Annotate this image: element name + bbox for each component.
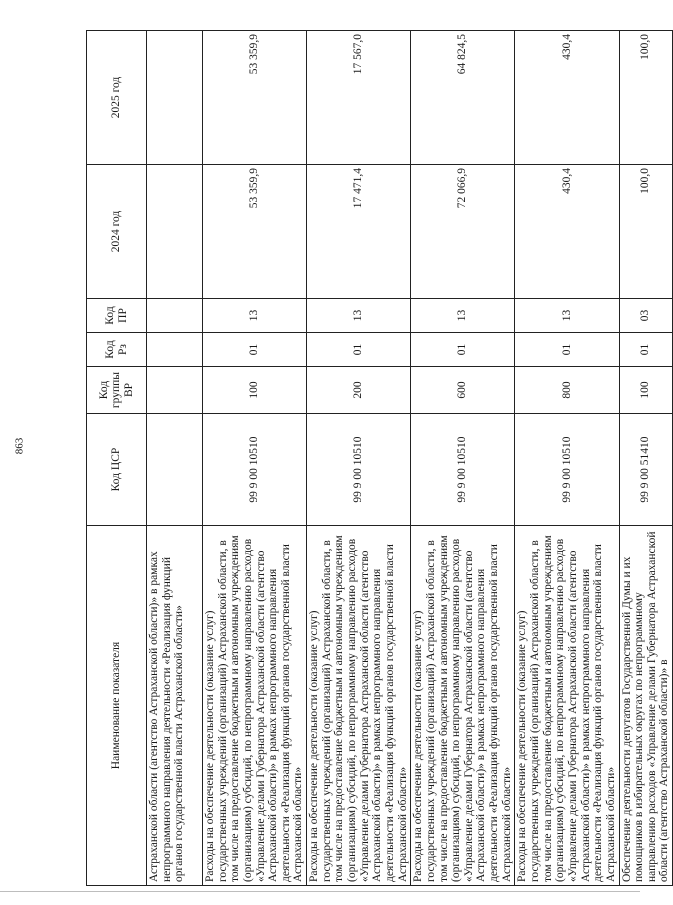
row-vr: 100	[619, 367, 673, 414]
row-pr: 13	[203, 299, 307, 333]
row-vr	[147, 367, 203, 414]
row-vr: 100	[203, 367, 307, 414]
row-name: Астраханской области (агентство Астраханской области)» в рамках непрограммного направления деятельности «Реализация функций органов государственной власти Астраханской области»	[147, 526, 203, 886]
row-2025	[147, 31, 203, 165]
row-rz	[147, 333, 203, 367]
row-2025: 53 359,9	[203, 31, 307, 165]
table-row	[203, 31, 307, 886]
table-row	[147, 31, 203, 886]
table-row	[307, 31, 411, 886]
header-vr: Код группы ВР	[87, 367, 147, 414]
row-vr: 600	[411, 367, 515, 414]
row-name: Обеспечение деятельности депутатов Государственной Думы и их помощников в избирательных округах по непрограммному направлению расходов «Управление делами Губернатора Астраханской области (агентство Астраханской области)» в	[619, 526, 673, 886]
row-2024: 72 066,9	[411, 165, 515, 299]
row-pr: 03	[619, 299, 673, 333]
header-2024: 2024 год	[87, 165, 147, 299]
row-2025: 100,0	[619, 31, 673, 165]
row-pr	[147, 299, 203, 333]
table-row	[411, 31, 515, 886]
table-row	[515, 31, 619, 886]
row-2025: 64 824,5	[411, 31, 515, 165]
row-2024: 17 471,4	[307, 165, 411, 299]
row-csr: 99 9 00 51410	[619, 414, 673, 526]
row-2024: 53 359,9	[203, 165, 307, 299]
page-number: 863	[13, 437, 26, 455]
row-pr: 13	[411, 299, 515, 333]
row-name: Расходы на обеспечение деятельности (оказание услуг) государственных учреждений (организаций) Астраханской области, в том числе на предоставление бюджетным и автономным учреждениям (организациям) субсидий, по непрограммному направлению расходов «Управление делами Губернатора Астраханской области (агентство Астраханской области)» в рамках непрограммного направления деятельности «Реализация функций органов государственной власти Астраханской области»	[203, 526, 307, 886]
row-name: Расходы на обеспечение деятельности (оказание услуг) государственных учреждений (организаций) Астраханской области, в том числе на предоставление бюджетным и автономным учреждениям (организациям) субсидий, по непрограммному направлению расходов «Управление делами Губернатора Астраханской области (агентство Астраханской области)» в рамках непрограммного направления деятельности «Реализация функций органов государственной власти Астраханской области»	[411, 526, 515, 886]
row-csr: 99 9 00 10510	[203, 414, 307, 526]
row-2025: 17 567,0	[307, 31, 411, 165]
table-row	[619, 31, 673, 886]
row-csr: 99 9 00 10510	[411, 414, 515, 526]
page-edge-line	[0, 891, 640, 892]
row-rz: 01	[307, 333, 411, 367]
row-rz: 01	[515, 333, 619, 367]
row-vr: 200	[307, 367, 411, 414]
row-csr: 99 9 00 10510	[515, 414, 619, 526]
header-pr: Код ПР	[87, 299, 147, 333]
budget-table-frame	[86, 31, 671, 886]
row-csr: 99 9 00 10510	[307, 414, 411, 526]
row-pr: 13	[515, 299, 619, 333]
row-pr: 13	[307, 299, 411, 333]
row-rz: 01	[619, 333, 673, 367]
budget-table	[86, 30, 673, 886]
header-csr: Код ЦСР	[87, 414, 147, 526]
row-name: Расходы на обеспечение деятельности (оказание услуг) государственных учреждений (организаций) Астраханской области, в том числе на предоставление бюджетным и автономным учреждениям (организациям) субсидий, по непрограммному направлению расходов «Управление делами Губернатора Астраханской области (агентство Астраханской области)» в рамках непрограммного направления деятельности «Реализация функций органов государственной власти Астраханской области»	[307, 526, 411, 886]
header-2025: 2025 год	[87, 31, 147, 165]
row-vr: 800	[515, 367, 619, 414]
header-rz: Код Рз	[87, 333, 147, 367]
row-2025: 430,4	[515, 31, 619, 165]
row-csr	[147, 414, 203, 526]
row-2024: 430,4	[515, 165, 619, 299]
table-header-row	[87, 31, 147, 886]
row-rz: 01	[411, 333, 515, 367]
row-2024	[147, 165, 203, 299]
row-name: Расходы на обеспечение деятельности (оказание услуг) государственных учреждений (организаций) Астраханской области, в том числе на предоставление бюджетным и автономным учреждениям (организациям) субсидий, по непрограммному направлению расходов «Управление делами Губернатора Астраханской области (агентство Астраханской области)» в рамках непрограммного направления деятельности «Реализация функций органов государственной власти Астраханской области»	[515, 526, 619, 886]
row-rz: 01	[203, 333, 307, 367]
row-2024: 100,0	[619, 165, 673, 299]
header-name: Наименование показателя	[87, 526, 147, 886]
